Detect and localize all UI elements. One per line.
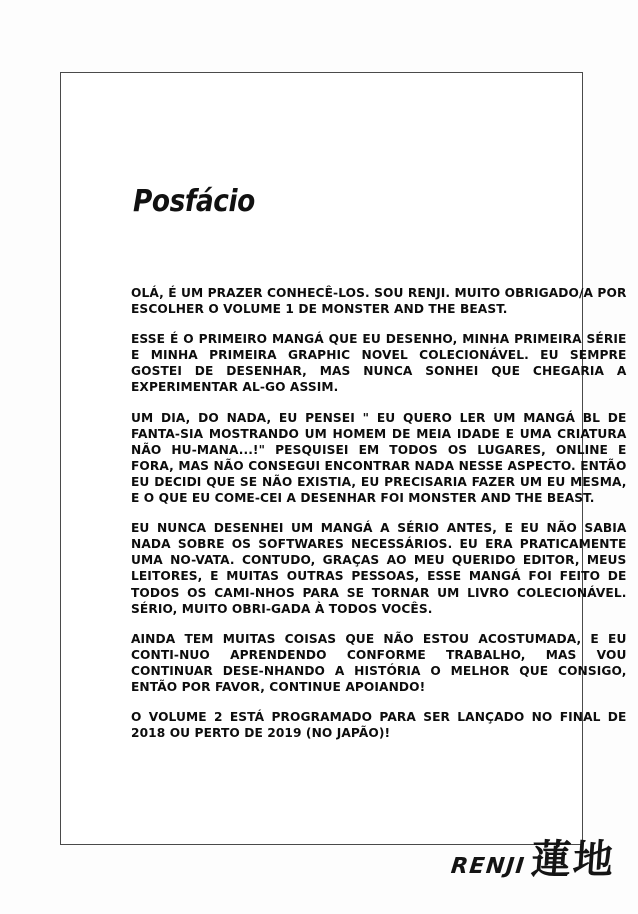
page-title: Posfácio <box>133 184 255 219</box>
page-title-block <box>133 184 271 219</box>
paragraph: EU NUNCA DESENHEI UM MANGÁ A SÉRIO ANTES, E EU NÃO SABIA NADA SOBRE OS SOFTWARES NECESSÁRIOS. EU ERA PRATICAMENTE UMA NO-VATA. CONTUDO, GRAÇAS AO MEU QUERIDO EDITOR, MEUS LEITORES, E MUITAS OUTRAS PESSOAS, ESSE MANGÁ FOI FEITO DE TODOS OS CAMI-NHOS PARA SE TORNAR UM LIVRO COLECIONÁVEL. SÉRIO, MUITO OBRI-GADA À TODOS VOCÊS. <box>131 520 627 616</box>
panel-content <box>131 173 634 903</box>
paragraph: OLÁ, É UM PRAZER CONHECÊ-LOS. SOU RENJI. MUITO OBRIGADO/A POR ESCOLHER O VOLUME 1 DE MONSTER AND THE BEAST. <box>131 285 627 317</box>
afterword-body <box>131 285 634 741</box>
signature-block <box>438 833 628 881</box>
signature-kanji-stamp: 蓮地 <box>529 837 617 883</box>
paragraph: ESSE É O PRIMEIRO MANGÁ QUE EU DESENHO, MINHA PRIMEIRA SÉRIE E MINHA PRIMEIRA GRAPHIC NOVEL COLECIONÁVEL. EU SEMPRE GOSTEI DE DESENHAR, MAS NUNCA SONHEI QUE CHEGARIA A EXPERIMENTAR AL-GO ASSIM. <box>131 331 627 395</box>
panel-frame <box>60 72 627 883</box>
paragraph: UM DIA, DO NADA, EU PENSEI " EU QUERO LER UM MANGÁ BL DE FANTA-SIA MOSTRANDO UM HOMEM DE MEIA IDADE E UMA CRIATURA NÃO HU-MANA...!" PESQUISEI EM TODOS OS LUGARES, ONLINE E FORA, MAS NÃO CONSEGUI ENCONTRAR NADA NESSE ASPECTO. ENTÃO EU DECIDI QUE SE NÃO EXISTIA, EU PRECISARIA FAZER UM EU MESMA, E O QUE EU COME-CEI A DESENHAR FOI MONSTER AND THE BEAST. <box>131 409 627 506</box>
signature-name: RENJI <box>450 854 527 879</box>
paragraph: O VOLUME 2 ESTÁ PROGRAMADO PARA SER LANÇADO NO FINAL DE 2018 OU PERTO DE 2019 (NO JAPÃO)! <box>131 709 627 741</box>
paragraph: AINDA TEM MUITAS COISAS QUE NÃO ESTOU ACOSTUMADA, E EU CONTI-NUO APRENDENDO CONFORME TRABALHO, MAS VOU CONTINUAR DESE-NHANDO A HISTÓRIA O MELHOR QUE CONSIGO, ENTÃO POR FAVOR, CONTINUE APOIANDO! <box>131 630 627 694</box>
